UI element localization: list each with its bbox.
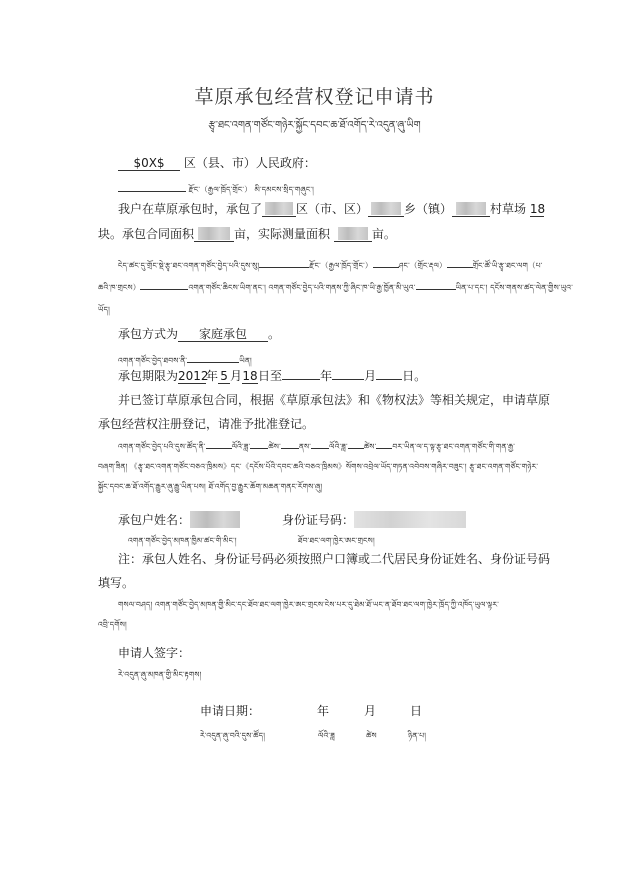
tib-blank[interactable]	[373, 256, 399, 268]
period-text: 月	[364, 369, 377, 383]
addressee-tibetan-text: མི་དམངས་སྲིད་གཞུང་།	[254, 185, 315, 194]
para1-text-2: 区（市、区）	[296, 202, 369, 216]
redacted-contract-area	[198, 227, 230, 240]
period-text: 日。	[402, 369, 427, 383]
date-tibetan-label: རེ་འདུན་ཞུ་བའི་དུས་ཚོད།	[200, 731, 266, 740]
period-start-year[interactable]: 2012	[178, 369, 209, 383]
tib-text: ཡིན་པ་དང་། དངོས་གནས་ཚད་ལེན་གྱིས་ཡུའ་	[455, 283, 573, 292]
para1-text-5: 块。承包合同面积	[98, 227, 195, 241]
method-field[interactable]: 家庭承包	[178, 328, 268, 342]
para1-text-6: 亩，实际测量面积	[234, 227, 331, 241]
note-line1: 注：承包人姓名、身份证号码必须按照户口簿或二代居民身份证姓名、身份证号码	[118, 552, 551, 566]
date-day: 日	[410, 704, 423, 718]
holder-name-field[interactable]	[190, 511, 240, 528]
period-start-month[interactable]: 5	[218, 370, 230, 384]
holder-id-label: 身份证号码：	[282, 513, 355, 527]
addressee-tibetan-prefix: རྫོང་（རྒྱལ་ཁྲོད་གྲོང་）	[188, 185, 252, 194]
date-tibetan-year: ལོའི་ཟླ	[318, 731, 335, 740]
tib-text: ངེད་ཚང་དུ་གྲོང་སྡེ་རྩྭ་ཐང་འགན་གཙོང་བྱེད་པའི་དུས་སུ།	[118, 261, 260, 270]
county-field[interactable]: $0X$	[118, 157, 180, 171]
para1-tibetan-line3: ཡོད།	[98, 305, 111, 314]
redacted-township	[371, 202, 401, 215]
para1-text-3: 乡（镇）	[404, 202, 453, 216]
period-end-year[interactable]	[282, 368, 320, 380]
tib-text: ལོའི་ཟླ་	[231, 442, 251, 451]
period-line	[118, 367, 426, 384]
note-line2: 填写。	[98, 576, 135, 590]
village-field[interactable]	[452, 202, 490, 217]
tib-blank[interactable]	[376, 437, 392, 449]
addressee-line	[118, 154, 316, 171]
para1-tibetan-line2	[98, 278, 573, 301]
period-start-day[interactable]: 18	[242, 369, 258, 383]
holder-id-tibetan: ཐོབ་ཐང་ལག་ཁྱེར་ཨང་གྲངས།	[298, 536, 375, 545]
tib-text: འགན་གཙོང་བྱེད་ཐབས་ནི་	[118, 356, 188, 365]
para1-line1	[118, 200, 544, 217]
holder-name-label: 承包户姓名：	[118, 513, 191, 527]
tib-text: ཡིན།	[239, 356, 252, 365]
page-title: 草原承包经营权登记申请书	[194, 86, 435, 108]
tib-blank[interactable]	[187, 351, 239, 363]
period-label: 承包期限为	[118, 369, 179, 383]
tib-blank[interactable]	[281, 437, 299, 449]
tib-text: ཆའི་ཁ་གྲངས）	[98, 283, 141, 292]
addressee-text: 区（县、市）人民政府：	[183, 156, 316, 170]
contract-tibetan-line3: སྐྱོང་དབང་ཆ་ཐོ་འགོད་རྒྱུར་ཞུ་རྒྱུ་ཡིན་པས། ཐོ་འགོད་བྱ་རྒྱུར་ཆོག་མཆན་གནང་རོགས་ཞུ།	[98, 482, 323, 491]
para1-line2	[98, 225, 396, 242]
township-field[interactable]	[368, 202, 404, 217]
tib-blank[interactable]	[206, 437, 232, 449]
tib-blank[interactable]	[447, 256, 473, 268]
period-text: 年	[320, 369, 333, 383]
holder-id-line	[282, 511, 466, 528]
contract-tibetan-line2: བཞག་ཟིན། 《རྩྭ་ཐང་འགན་གཙོང་བཅའ་ཁྲིམས》དང་《དངོས་པོའི་དབང་ཆའི་བཅའ་ཁྲིམས》སོགས་འབྲེལ་ཡོད་གཏན་འབེབས་གཞིར་བཟུང་། རྩྭ་ཐང་འགན་གཙོང་གཉེར་	[98, 462, 539, 471]
measured-area-field[interactable]	[334, 227, 372, 242]
tib-blank[interactable]	[259, 256, 309, 268]
contract-tibetan-line1	[118, 437, 515, 460]
district-field[interactable]	[262, 202, 296, 217]
para1-text-7: 亩。	[371, 227, 396, 241]
tib-blank[interactable]	[348, 437, 364, 449]
period-end-month[interactable]	[332, 368, 364, 380]
holder-id-field[interactable]	[354, 511, 466, 528]
method-line	[118, 325, 280, 342]
redacted-measured-area	[338, 227, 368, 240]
tib-text: ལོའི་ཟླ་	[329, 442, 348, 451]
para1-tibetan-line1	[118, 256, 542, 279]
period-text: 年	[206, 369, 219, 383]
contract-area-field[interactable]	[194, 227, 234, 242]
holder-name-line	[118, 511, 240, 528]
tib-text: ནས་	[298, 442, 312, 451]
date-label: 申请日期：	[200, 704, 261, 718]
tib-text: འགན་གཙོང་ཆིངས་ཡིག་ནང་། འགན་གཙོང་བྱེད་པའི་གནས་ཀྱི་ཞིང་ཁ་ཡི་རྒྱ་ཁྱོན་མི་ཡུའ་	[188, 283, 416, 292]
date-month: 月	[364, 704, 377, 718]
parcel-count-field[interactable]: 18	[529, 202, 546, 216]
tib-text: གྲོང་ཚོ་ཡི་རྩྭ་ཐང་ལག（པ་	[472, 261, 543, 270]
page-subtitle-tibetan: རྩྭ་ཐང་འགན་གཙོང་གཉེར་སྐྱོང་དབང་ཆ་ཐོ་འགོད་རེ་འདུན་ཞུ་ཡིག	[208, 120, 421, 131]
tib-text: ཤང་（གྲོང་རྡལ）	[398, 261, 447, 270]
date-year: 年	[317, 704, 330, 718]
holder-name-tibetan: འགན་གཙོང་བྱེད་མཁན་ཁྱིམ་ཚང་གི་མིང་།	[128, 536, 237, 545]
period-text: 日至	[258, 369, 283, 383]
note-tibetan-line1: གསལ་བཤད། འགན་གཙོང་བྱེད་མཁན་གྱི་མིང་དང་ཐོབ་ཐང་ལག་ཁྱེར་ཨང་གྲངས་ངེས་པར་དུ་ཐེམ་ཐོ་ཡང་ན་ཐོབ་ཐང་ལག་ཁྱེར་ཁྲོད་ཀྱི་འཁོད་ཡུལ་ལྟར་	[118, 600, 500, 609]
tib-text: བར་ཡིན་ལ་ད་ལྟ་རྩྭ་ཐང་འགན་གཙོང་གི་གན་རྒྱ་	[392, 442, 516, 451]
tib-blank[interactable]	[250, 437, 268, 449]
tib-text: ཚེས་	[363, 442, 377, 451]
tib-text: ཚེས་	[268, 442, 281, 451]
para1-text-4: 村草场	[490, 202, 527, 216]
redacted-district	[265, 202, 293, 215]
tib-blank[interactable]	[416, 278, 456, 290]
tib-blank[interactable]	[140, 278, 188, 290]
signature-label: 申请人签字：	[118, 646, 191, 660]
period-end-day[interactable]	[376, 368, 402, 380]
period-text: 月	[230, 369, 243, 383]
contract-line1: 并已签订草原承包合同，根据《草原承包法》和《物权法》等相关规定，申请草原	[118, 393, 551, 407]
signature-tibetan: རེ་འདུན་ཞུ་མཁན་གྱི་མིང་རྟགས།	[118, 670, 202, 679]
county-tibetan-blank[interactable]	[118, 180, 186, 192]
redacted-village	[456, 202, 486, 215]
contract-line2: 承包经营权注册登记，请准予批准登记。	[98, 417, 315, 431]
date-tibetan-day: ཉིན་པ།	[408, 731, 427, 740]
note-tibetan-line2: འབྲི་དགོས།	[98, 620, 127, 629]
date-tibetan-month: ཚེས	[366, 731, 377, 740]
tib-text: རྫོང་（རྒྱལ་ཁྲོད་གྲོང་）	[309, 261, 373, 270]
tib-blank[interactable]	[311, 437, 329, 449]
para1-text-1: 我户在草原承包时，承包了	[118, 202, 263, 216]
method-end: 。	[268, 327, 281, 341]
method-label: 承包方式为	[118, 327, 179, 341]
tib-text: འགན་གཙོང་བྱེད་པའི་དུས་ཚོད་ནི་	[118, 442, 206, 451]
